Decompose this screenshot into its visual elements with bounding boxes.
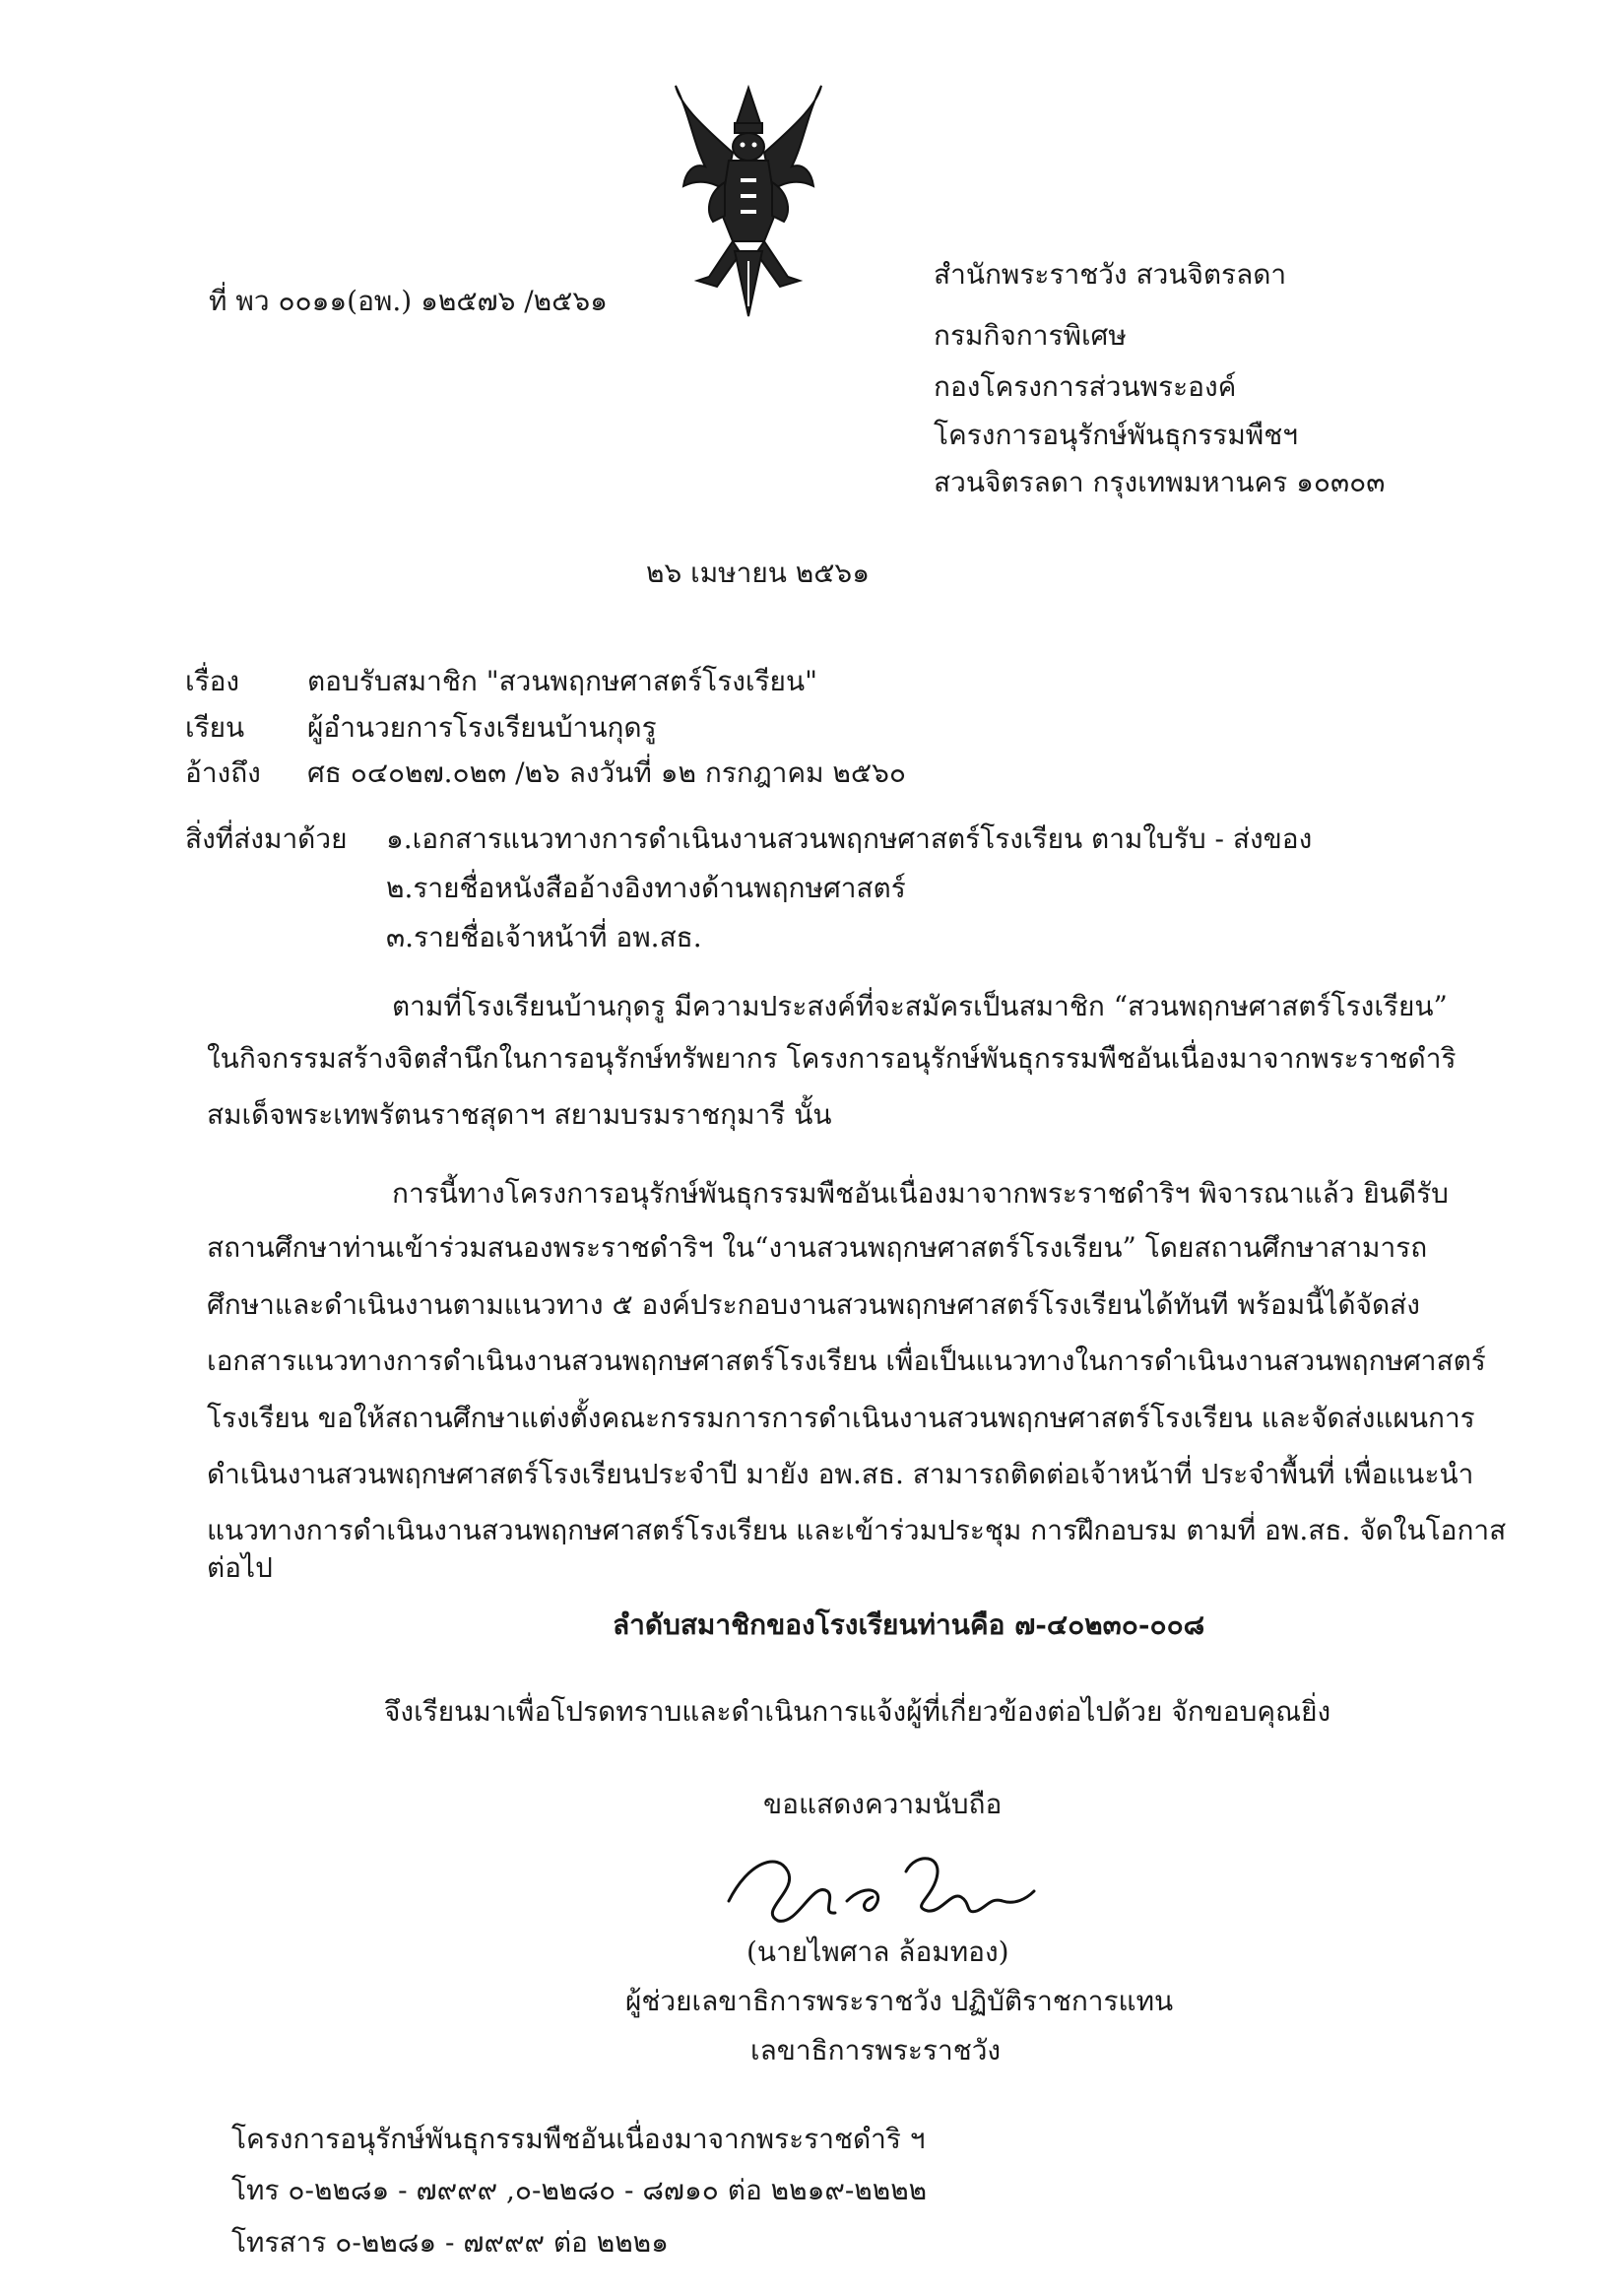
enclosure-item-1: ๑.เอกสารแนวทางการดำเนินงานสวนพฤกษศาสตร์โรงเรียน ตามใบรับ - ส่งของ — [386, 822, 1313, 855]
closing-sentence: จึงเรียนมาเพื่อโปรดทราบและดำเนินการแจ้งผู้ที่เกี่ยวข้องต่อไปด้วย จักขอบคุณยิ่ง — [384, 1695, 1331, 1728]
subject-value: ตอบรับสมาชิก "สวนพฤกษศาสตร์โรงเรียน" — [307, 665, 817, 697]
footer-fax: โทรสาร ๐-๒๒๘๑ - ๗๙๙๙ ต่อ ๒๒๒๑ — [231, 2226, 669, 2259]
signer-position-1: ผู้ช่วยเลขาธิการพระราชวัง ปฏิบัติราชการแทน — [625, 1985, 1174, 2017]
recipient-value: ผู้อำนวยการโรงเรียนบ้านกุดรู — [307, 711, 657, 744]
signer-name: (นายไพศาล ล้อมทอง) — [746, 1935, 1009, 1968]
org-line-1: สำนักพระราชวัง สวนจิตรลดา — [934, 258, 1287, 291]
garuda-emblem-icon — [670, 84, 827, 320]
footer-project: โครงการอนุรักษ์พันธุกรรมพืชอันเนื่องมาจากพระราชดำริ ฯ — [231, 2123, 926, 2155]
enclosure-label: สิ่งที่ส่งมาด้วย — [185, 822, 348, 855]
para2-line-1: การนี้ทางโครงการอนุรักษ์พันธุกรรมพืชอันเนื่องมาจากพระราชดำริฯ พิจารณาแล้ว ยินดีรับ — [392, 1177, 1449, 1210]
org-line-3: กองโครงการส่วนพระองค์ — [934, 370, 1237, 403]
para1-line-3: สมเด็จพระเทพรัตนราชสุดาฯ สยามบรมราชกุมารี นั้น — [207, 1098, 832, 1131]
para2-line-3: ศึกษาและดำเนินงานตามแนวทาง ๕ องค์ประกอบงานสวนพฤกษศาสตร์โรงเรียนได้ทันที พร้อมนี้ได้จัดส่ง — [207, 1288, 1420, 1321]
member-number: ลำดับสมาชิกของโรงเรียนท่านคือ ๗-๔๐๒๓๐-๐๐๘ — [613, 1608, 1205, 1641]
enclosure-item-2: ๒.รายชื่อหนังสืออ้างอิงทางด้านพฤกษศาสตร์ — [386, 872, 906, 904]
para2-line-8: ต่อไป — [207, 1551, 273, 1584]
para2-line-2: สถานศึกษาท่านเข้าร่วมสนองพระราชดำริฯ ใน“งานสวนพฤกษศาสตร์โรงเรียน” โดยสถานศึกษาสามารถ — [207, 1231, 1428, 1264]
regards-text: ขอแสดงความนับถือ — [763, 1788, 1003, 1820]
signer-position-2: เลขาธิการพระราชวัง — [750, 2034, 1002, 2066]
handwritten-signature-icon — [719, 1842, 1044, 1931]
para1-line-1: ตามที่โรงเรียนบ้านกุดรู มีความประสงค์ที่จะสมัครเป็นสมาชิก “สวนพฤกษศาสตร์โรงเรียน” — [392, 990, 1448, 1022]
reference-number: ที่ พว ๐๐๑๑(อพ.) ๑๒๕๗๖ /๒๕๖๑ — [209, 285, 608, 317]
para1-line-2: ในกิจกรรมสร้างจิตสำนึกในการอนุรักษ์ทรัพยากร โครงการอนุรักษ์พันธุกรรมพืชอันเนื่องมาจากพระราชดำริ — [207, 1042, 1457, 1075]
org-line-5: สวนจิตรลดา กรุงเทพมหานคร ๑๐๓๐๓ — [934, 466, 1386, 498]
para2-line-4: เอกสารแนวทางการดำเนินงานสวนพฤกษศาสตร์โรงเรียน เพื่อเป็นแนวทางในการดำเนินงานสวนพฤกษศาสตร์ — [207, 1345, 1486, 1377]
recipient-label: เรียน — [185, 711, 245, 744]
org-line-2: กรมกิจการพิเศษ — [934, 319, 1127, 352]
para2-line-6: ดำเนินงานสวนพฤกษศาสตร์โรงเรียนประจำปี มายัง อพ.สธ. สามารถติดต่อเจ้าหน้าที่ ประจำพื้นที่ เพื่อแนะนำ — [207, 1458, 1474, 1490]
para2-line-7: แนวทางการดำเนินงานสวนพฤกษศาสตร์โรงเรียน และเข้าร่วมประชุม การฝึกอบรม ตามที่ อพ.สธ. จัดในโอกาส — [207, 1514, 1507, 1546]
reference-label: อ้างถึง — [185, 756, 261, 789]
para2-line-5: โรงเรียน ขอให้สถานศึกษาแต่งตั้งคณะกรรมการการดำเนินงานสวนพฤกษศาสตร์โรงเรียน และจัดส่งแผนการ — [207, 1402, 1475, 1434]
letter-date: ๒๖ เมษายน ๒๕๖๑ — [646, 557, 870, 589]
enclosure-item-3: ๓.รายชื่อเจ้าหน้าที่ อพ.สธ. — [386, 921, 702, 953]
subject-label: เรื่อง — [185, 665, 240, 697]
org-line-4: โครงการอนุรักษ์พันธุกรรมพืชฯ — [934, 419, 1298, 451]
reference-value: ศธ ๐๔๐๒๗.๐๒๓ /๒๖ ลงวันที่ ๑๒ กรกฎาคม ๒๕๖๐ — [307, 756, 906, 789]
footer-phone: โทร ๐-๒๒๘๑ - ๗๙๙๙ ,๐-๒๒๘๐ - ๘๗๑๐ ต่อ ๒๒๑๙-๒๒๒๒ — [231, 2174, 928, 2206]
